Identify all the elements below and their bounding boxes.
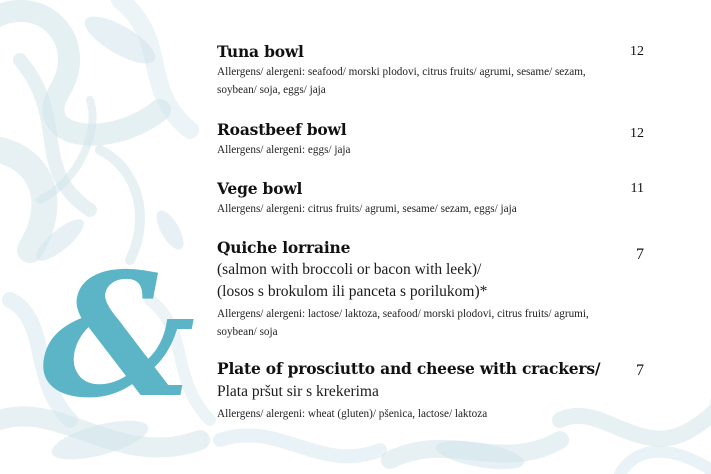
item-price: 12 — [630, 44, 644, 59]
item-title: Vege bowl — [217, 179, 303, 198]
item-title: Plate of prosciutto and cheese with crackers/ — [217, 359, 601, 378]
item-price: 7 — [636, 362, 644, 379]
menu-item-prosciutto-plate — [217, 359, 647, 423]
item-subtitle: (losos s brokulom ili panceta s porilukom)* — [217, 283, 488, 300]
item-title: Tuna bowl — [217, 42, 304, 61]
item-title: Quiche lorraine — [217, 238, 351, 257]
menu-item-tuna-bowl — [217, 42, 647, 99]
item-allergens: Allergens/ alergeni: eggs/ jaja — [217, 144, 351, 156]
item-allergens: Allergens/ alergeni: lactose/ laktoza, seafood/ morski plodovi, citrus fruits/ agrumi, soybean/ soja — [217, 308, 589, 338]
item-price: 7 — [636, 246, 644, 263]
menu-item-quiche-lorraine — [217, 238, 647, 341]
item-price: 11 — [630, 181, 644, 196]
item-title: Roastbeef bowl — [217, 120, 347, 139]
item-allergens: Allergens/ alergeni: citrus fruits/ agrumi, sesame/ sezam, eggs/ jaja — [217, 203, 517, 215]
item-price: 12 — [630, 126, 644, 141]
item-allergens: Allergens/ alergeni: wheat (gluten)/ pšenica, lactose/ laktoza — [217, 408, 488, 420]
ampersand-logo: & — [42, 236, 196, 436]
item-subtitle: (salmon with broccoli or bacon with leek)/ — [217, 261, 482, 278]
menu-item-roastbeef-bowl — [217, 120, 647, 159]
item-subtitle: Plata pršut sir s krekerima — [217, 383, 379, 400]
item-allergens: Allergens/ alergeni: seafood/ morski plodovi, citrus fruits/ agrumi, sesame/ sezam, soybean/ soja, eggs/ jaja — [217, 66, 586, 96]
menu-item-vege-bowl — [217, 179, 647, 218]
